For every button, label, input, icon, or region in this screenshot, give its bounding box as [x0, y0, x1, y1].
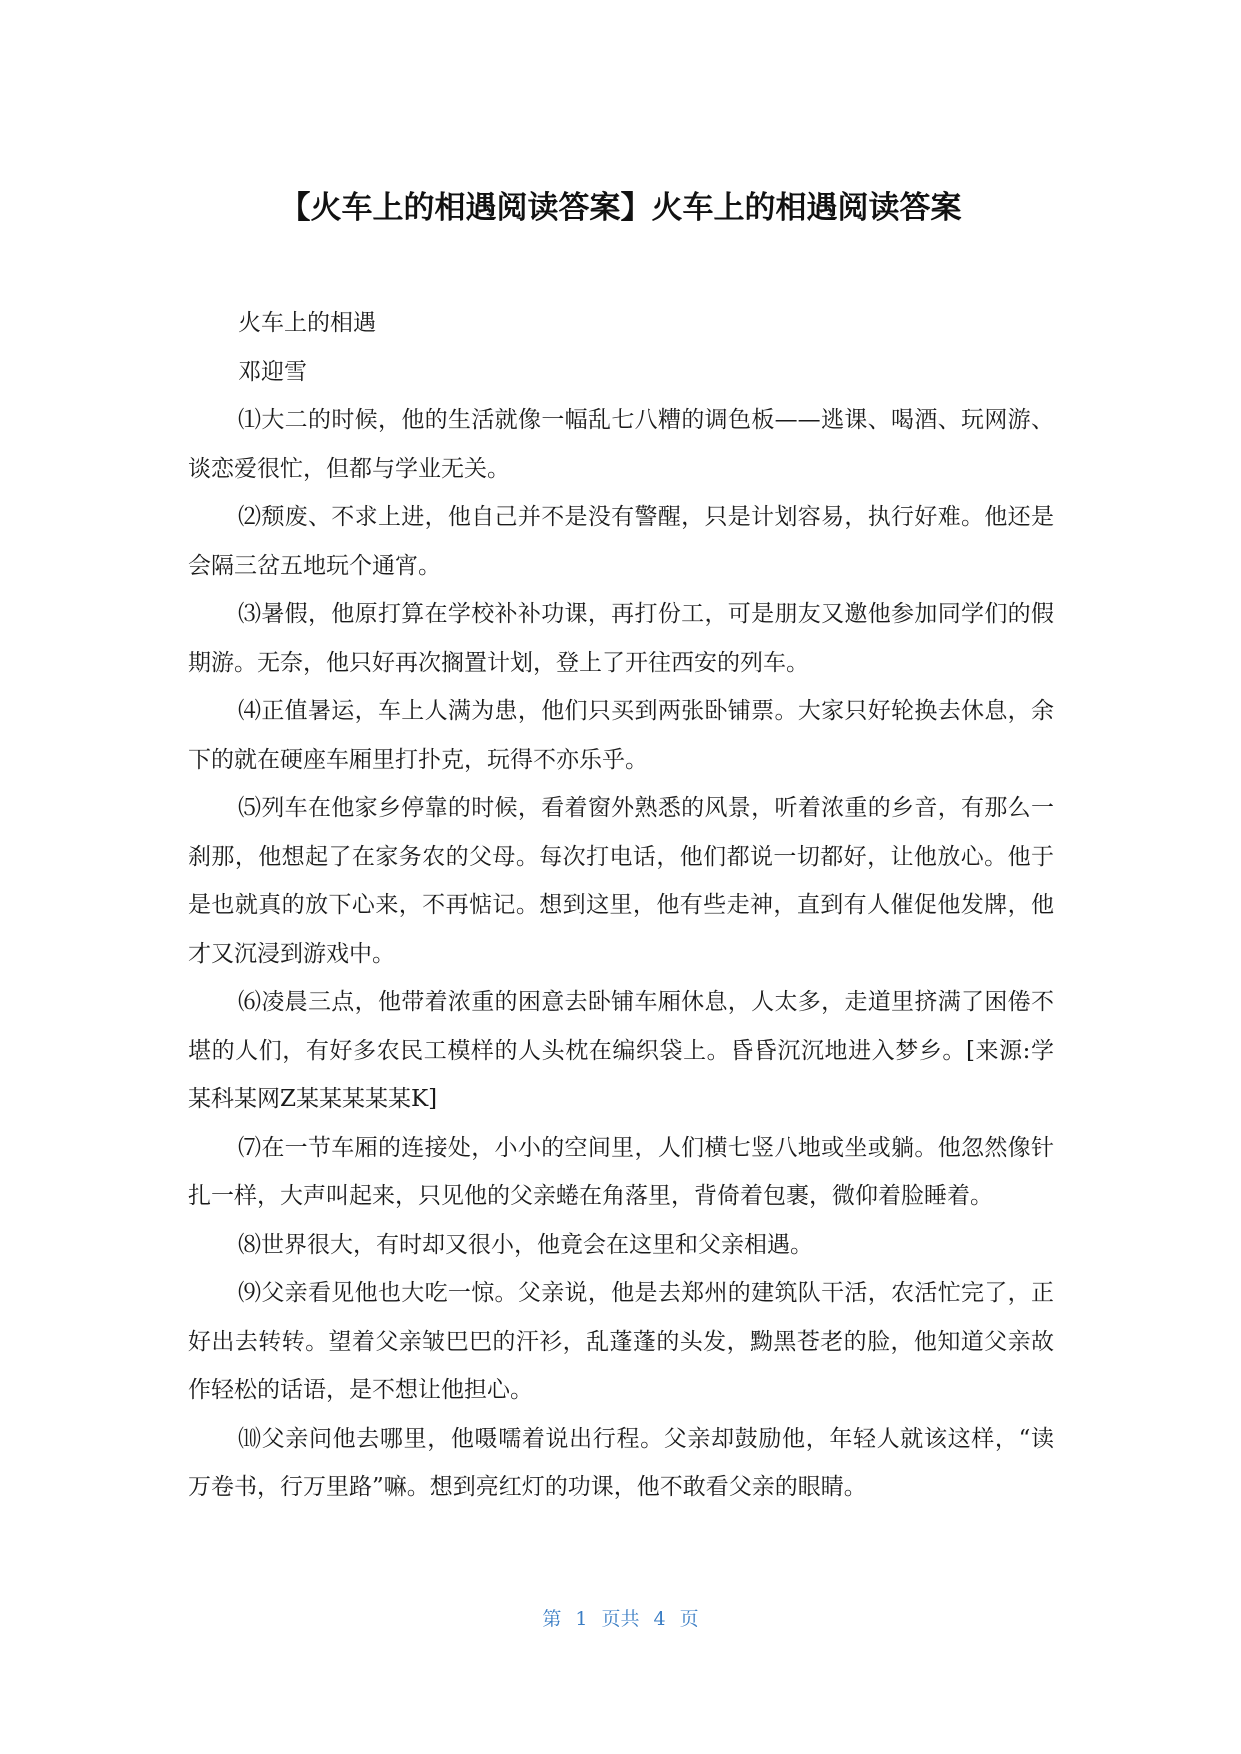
- paragraph: ⑺在一节车厢的连接处，小小的空间里，人们横七竖八地或坐或躺。他忽然像针扎一样，大声叫起来，只见他的父亲蜷在角落里，背倚着包裹，微仰着脸睡着。: [188, 1134, 1054, 1209]
- article-author: 邓迎雪: [238, 358, 307, 385]
- paragraph: ⑸列车在他家乡停靠的时候，看着窗外熟悉的风景，听着浓重的乡音，有那么一刹那，他想起了在家务农的父母。每次打电话，他们都说一切都好，让他放心。他于是也就真的放下心来，不再惦记。想到这里，他有些走神，直到有人催促他发牌，他才又沉浸到游戏中。: [188, 795, 1054, 967]
- paragraph: ⑼父亲看见他也大吃一惊。父亲说，他是去郑州的建筑队干活，农活忙完了，正好出去转转。望着父亲皱巴巴的汗衫，乱蓬蓬的头发，黝黑苍老的脸，他知道父亲故作轻松的话语，是不想让他担心。: [188, 1280, 1054, 1403]
- footer-suffix: 页: [679, 1608, 699, 1630]
- total-pages-number: 4: [653, 1608, 666, 1630]
- paragraph: ⑴大二的时候，他的生活就像一幅乱七八糟的调色板——逃课、喝酒、玩网游、谈恋爱很忙，但都与学业无关。: [188, 407, 1054, 482]
- paragraph: ⑵颓废、不求上进，他自己并不是没有警醒，只是计划容易，执行好难。他还是会隔三岔五地玩个通宵。: [188, 504, 1054, 579]
- paragraph: ⑽父亲问他去哪里，他嗫嚅着说出行程。父亲却鼓励他，年轻人就该这样，“读万卷书，行万里路”嘛。想到亮红灯的功课，他不敢看父亲的眼睛。: [188, 1425, 1054, 1500]
- document-title: 【火车上的相遇阅读答案】火车上的相遇阅读答案: [279, 190, 962, 226]
- footer-middle: 页共: [601, 1608, 640, 1630]
- paragraph: ⑶暑假，他原打算在学校补补功课，再打份工，可是朋友又邀他参加同学们的假期游。无奈，他只好再次搁置计划，登上了开往西安的列车。: [188, 601, 1054, 676]
- page-footer: [0, 1604, 1241, 1631]
- footer-prefix: 第: [542, 1608, 562, 1630]
- paragraph: ⑹凌晨三点，他带着浓重的困意去卧铺车厢休息，人太多，走道里挤满了困倦不堪的人们，有好多农民工模样的人头枕在编织袋上。昏昏沉沉地进入梦乡。[来源:学某科某网Z某某某某某K]: [188, 989, 1054, 1112]
- paragraph: ⑻世界很大，有时却又很小，他竟会在这里和父亲相遇。: [238, 1231, 813, 1258]
- article-title: 火车上的相遇: [238, 310, 376, 336]
- paragraph: ⑷正值暑运，车上人满为患，他们只买到两张卧铺票。大家只好轮换去休息，余下的就在硬座车厢里打扑克，玩得不亦乐乎。: [188, 698, 1054, 773]
- current-page-number: 1: [575, 1608, 588, 1630]
- document-body: [188, 299, 1054, 1512]
